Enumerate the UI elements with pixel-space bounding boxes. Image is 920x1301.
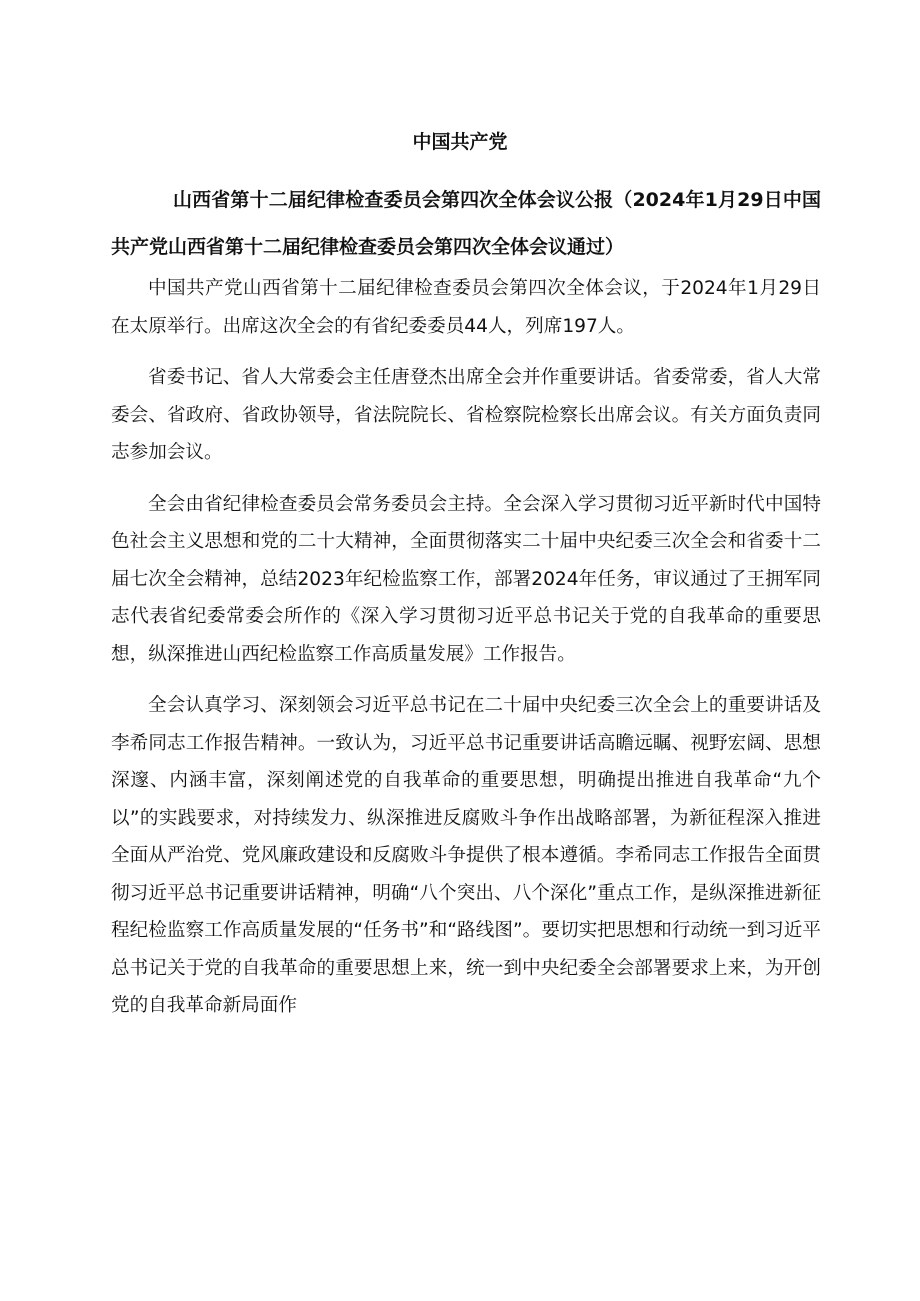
paragraph-session-summary: 全会由省纪律检查委员会常务委员会主持。全会深入学习贯彻习近平新时代中国特色社会主义思想和党的二十大精神，全面贯彻落实二十届中央纪委三次全会和省委十二届七次全会精神，总结2023年纪检监察工作，部署2024年任务，审议通过了王拥军同志代表省纪委常委会所作的《深入学习贯彻习近平总书记关于党的自我革命的重要思想，纵深推进山西纪检监察工作高质量发展》工作报告。 (111, 493, 821, 665)
document-body (111, 270, 821, 1039)
document-subtitle: 山西省第十二届纪律检查委员会第四次全体会议公报（2024年1月29日中国共产党山西省第十二届纪律检查委员会第四次全体会议通过） (111, 189, 821, 258)
paragraph-meeting-info: 中国共产党山西省第十二届纪律检查委员会第四次全体会议，于2024年1月29日在太原举行。出席这次全会的有省纪委委员44人，列席197人。 (111, 278, 821, 337)
paragraph-study-spirit: 全会认真学习、深刻领会习近平总书记在二十届中央纪委三次全会上的重要讲话及李希同志工作报告精神。一致认为，习近平总书记重要讲话高瞻远瞩、视野宏阔、思想深邃、内涵丰富，深刻阐述党的自我革命的重要思想，明确提出推进自我革命“九个以”的实践要求，对持续发力、纵深推进反腐败斗争作出战略部署，为新征程深入推进全面从严治党、党风廉政建设和反腐败斗争提供了根本遵循。李希同志工作报告全面贯彻习近平总书记重要讲话精神，明确“八个突出、八个深化”重点工作，是纵深推进新征程纪检监察工作高质量发展的“任务书”和“路线图”。要切实把思想和行动统一到习近平总书记关于党的自我革命的重要思想上来，统一到中央纪委全会部署要求上来，为开创党的自我革命新局面作 (111, 695, 821, 1016)
paragraph-attendees: 省委书记、省人大常委会主任唐登杰出席全会并作重要讲话。省委常委，省人大常委会、省政府、省政协领导，省法院院长、省检察院检察长出席会议。有关方面负责同志参加会议。 (111, 367, 821, 463)
document-title: 中国共产党 (412, 131, 508, 153)
